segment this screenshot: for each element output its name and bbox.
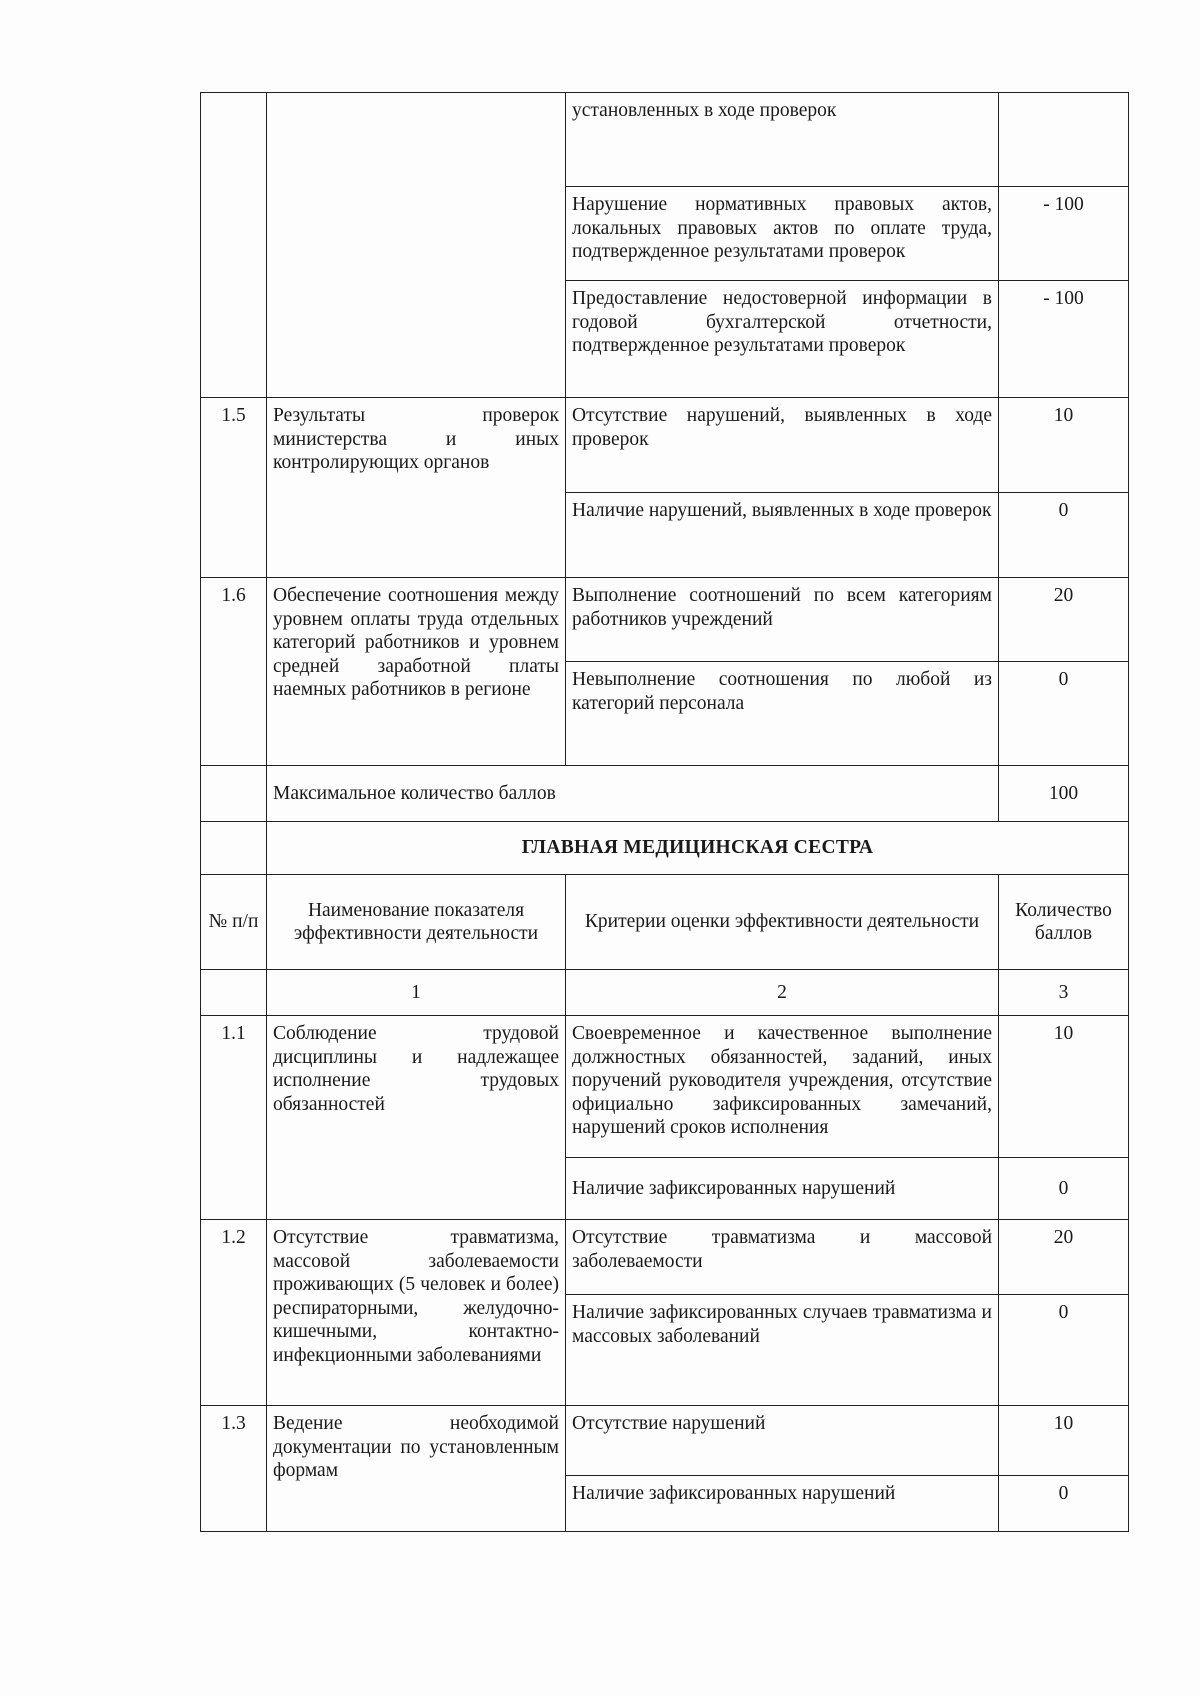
num-cell — [201, 766, 267, 822]
row-number: 1.6 — [201, 578, 267, 766]
header-criteria: Критерии оценки эффективности деятельности — [566, 875, 999, 970]
points-cell: - 100 — [999, 187, 1129, 281]
section-title: ГЛАВНАЯ МЕДИЦИНСКАЯ СЕСТРА — [267, 822, 1129, 875]
header-numbers-row — [201, 970, 1129, 1016]
num-cell — [201, 822, 267, 875]
criterion-cell: Отсутствие нарушений, выявленных в ходе проверок — [566, 398, 999, 493]
num-cell — [201, 970, 267, 1016]
table-row — [201, 93, 1129, 187]
points-cell — [999, 93, 1129, 187]
criterion-cell: Наличие нарушений, выявленных в ходе проверок — [566, 493, 999, 578]
points-cell: 0 — [999, 1158, 1129, 1220]
column-number: 3 — [999, 970, 1129, 1016]
points-cell: 20 — [999, 578, 1129, 662]
criterion-cell: Наличие зафиксированных нарушений — [566, 1158, 999, 1220]
points-cell: 0 — [999, 1295, 1129, 1406]
criterion-cell: Отсутствие травматизма и массовой заболеваемости — [566, 1220, 999, 1295]
criterion-cell: установленных в ходе проверок — [566, 93, 999, 187]
criterion-cell: Наличие зафиксированных случаев травматизма и массовых заболеваний — [566, 1295, 999, 1406]
row-number: 1.1 — [201, 1016, 267, 1220]
indicator-cell — [267, 93, 566, 398]
points-cell: 0 — [999, 493, 1129, 578]
row-number: 1.3 — [201, 1406, 267, 1532]
max-score-label: Максимальное количество баллов — [267, 766, 999, 822]
points-cell: - 100 — [999, 281, 1129, 398]
header-row — [201, 875, 1129, 970]
indicator-cell: Соблюдение трудовой дисциплины и надлежащее исполнение трудовых обязанностей — [267, 1016, 566, 1220]
criterion-cell: Предоставление недостоверной информации в годовой бухгалтерской отчетности, подтвержденное результатами проверок — [566, 281, 999, 398]
header-num: № п/п — [201, 875, 267, 970]
evaluation-table — [200, 92, 1129, 1532]
header-points: Количество баллов — [999, 875, 1129, 970]
table-row — [201, 822, 1129, 875]
points-cell: 0 — [999, 1476, 1129, 1532]
table-row — [201, 1016, 1129, 1158]
criterion-cell: Отсутствие нарушений — [566, 1406, 999, 1476]
row-number: 1.5 — [201, 398, 267, 578]
points-cell: 0 — [999, 662, 1129, 766]
max-score-value: 100 — [999, 766, 1129, 822]
criterion-cell: Своевременное и качественное выполнение должностных обязанностей, заданий, иных поручений руководителя учреждения, отсутствие официально зафиксированных замечаний, нарушений сроков исполнения — [566, 1016, 999, 1158]
table-row — [201, 766, 1129, 822]
points-cell: 10 — [999, 1406, 1129, 1476]
criterion-cell: Выполнение соотношений по всем категориям работников учреждений — [566, 578, 999, 662]
points-cell: 10 — [999, 1016, 1129, 1158]
indicator-cell: Результаты проверок министерства и иных контролирующих органов — [267, 398, 566, 578]
column-number: 2 — [566, 970, 999, 1016]
indicator-cell: Обеспечение соотношения между уровнем оплаты труда отдельных категорий работников и уровнем средней заработной платы наемных работников в регионе — [267, 578, 566, 766]
criterion-cell: Наличие зафиксированных нарушений — [566, 1476, 999, 1532]
column-number: 1 — [267, 970, 566, 1016]
points-cell: 20 — [999, 1220, 1129, 1295]
indicator-cell: Отсутствие травматизма, массовой заболеваемости проживающих (5 человек и более) респираторными, желудочно-кишечными, контактно-инфекционными заболеваниями — [267, 1220, 566, 1406]
num-cell — [201, 93, 267, 398]
table-row — [201, 398, 1129, 493]
header-indicator: Наименование показателя эффективности деятельности — [267, 875, 566, 970]
criterion-cell: Невыполнение соотношения по любой из категорий персонала — [566, 662, 999, 766]
table-row — [201, 1220, 1129, 1295]
criterion-cell: Нарушение нормативных правовых актов, локальных правовых актов по оплате труда, подтвержденное результатами проверок — [566, 187, 999, 281]
table-row — [201, 578, 1129, 662]
indicator-cell: Ведение необходимой документации по установленным формам — [267, 1406, 566, 1532]
table-row — [201, 1406, 1129, 1476]
points-cell: 10 — [999, 398, 1129, 493]
row-number: 1.2 — [201, 1220, 267, 1406]
